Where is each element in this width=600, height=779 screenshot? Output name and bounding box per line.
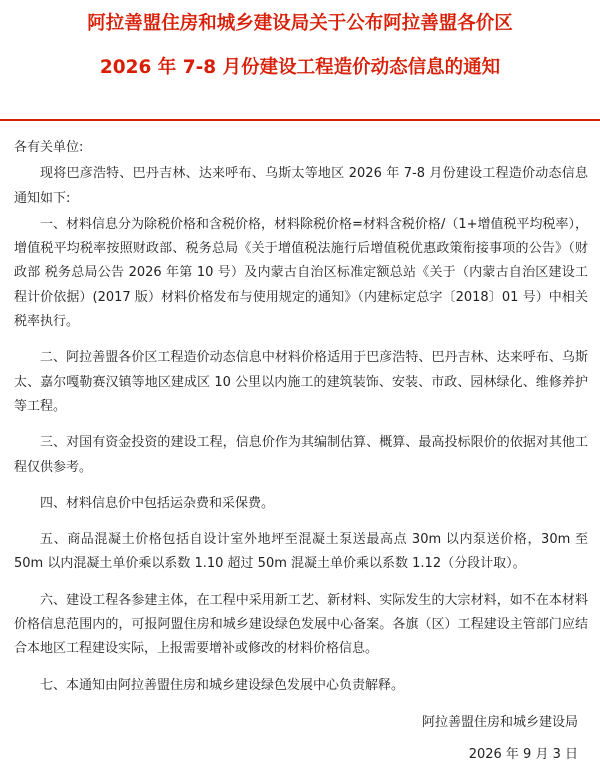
notice-body (14, 136, 588, 698)
title-line-2: 2026 年 7-8 月份建设工程造价动态信息的通知 (99, 57, 501, 78)
title-divider (0, 119, 600, 121)
salutation: 各有关单位: (14, 140, 84, 155)
item-3-paragraph: 三、对国有资金投资的建设工程，信息价作为其编制估算、概算、最高投标限价的依据对其他工程仅供参考。 (14, 435, 588, 475)
signature-organization: 阿拉善盟住房和城乡建设局 (421, 715, 578, 730)
intro-paragraph: 现将巴彦浩特、巴丹吉林、达来呼布、乌斯太等地区 2026 年 7-8 月份建设工程造价动态信息通知如下: (14, 166, 588, 206)
item-1-paragraph: 一、材料信息分为除税价格和含税价格，材料除税价格=材料含税价格/（1+增值税平均税率），增值税平均税率按照财政部、税务总局《关于增值税法施行后增值税优惠政策衔接事项的公告》（财政部 税务总局公告 2026 年第 10 号）及内蒙古自治区标准定额总站《关于（内蒙古自治区建设工程计价依据）(2017 版）材料价格发布与使用规定的通知》（内建标定总字〔2018〕01 号）中相关税率执行。 (14, 216, 588, 330)
item-2-paragraph: 二、阿拉善盟各价区工程造价动态信息中材料价格适用于巴彦浩特、巴丹吉林、达来呼布、乌斯太、嘉尔嘎勒赛汉镇等地区建成区 10 公里以内施工的建筑装饰、安装、市政、园林绿化、维修养护等工程。 (14, 350, 588, 414)
item-5-paragraph: 五、商品混凝土价格包括自设计室外地坪至混凝土泵送最高点 30m 以内泵送价格，30m 至 50m 以内混凝土单价乘以系数 1.10 超过 50m 混凝土单价乘以系数 1.12（分段计取）。 (14, 532, 588, 572)
signature-date: 2026 年 9 月 3 日 (468, 747, 578, 762)
item-6-paragraph: 六、建设工程各参建主体，在工程中采用新工艺、新材料、实际发生的大宗材料，如不在本材料价格信息范围内的，可报阿盟住房和城乡建设绿色发展中心备案。各旗（区）工程建设主管部门应结合本地区工程建设实际，上报需要增补或修改的材料价格信息。 (14, 592, 588, 657)
item-7-paragraph: 七、本通知由阿拉善盟住房和城乡建设绿色发展中心负责解释。 (40, 677, 405, 693)
item-4-paragraph: 四、材料信息价中包括运杂费和采保费。 (40, 495, 275, 511)
title-line-1: 阿拉善盟住房和城乡建设局关于公布阿拉善盟各价区 (87, 13, 513, 34)
